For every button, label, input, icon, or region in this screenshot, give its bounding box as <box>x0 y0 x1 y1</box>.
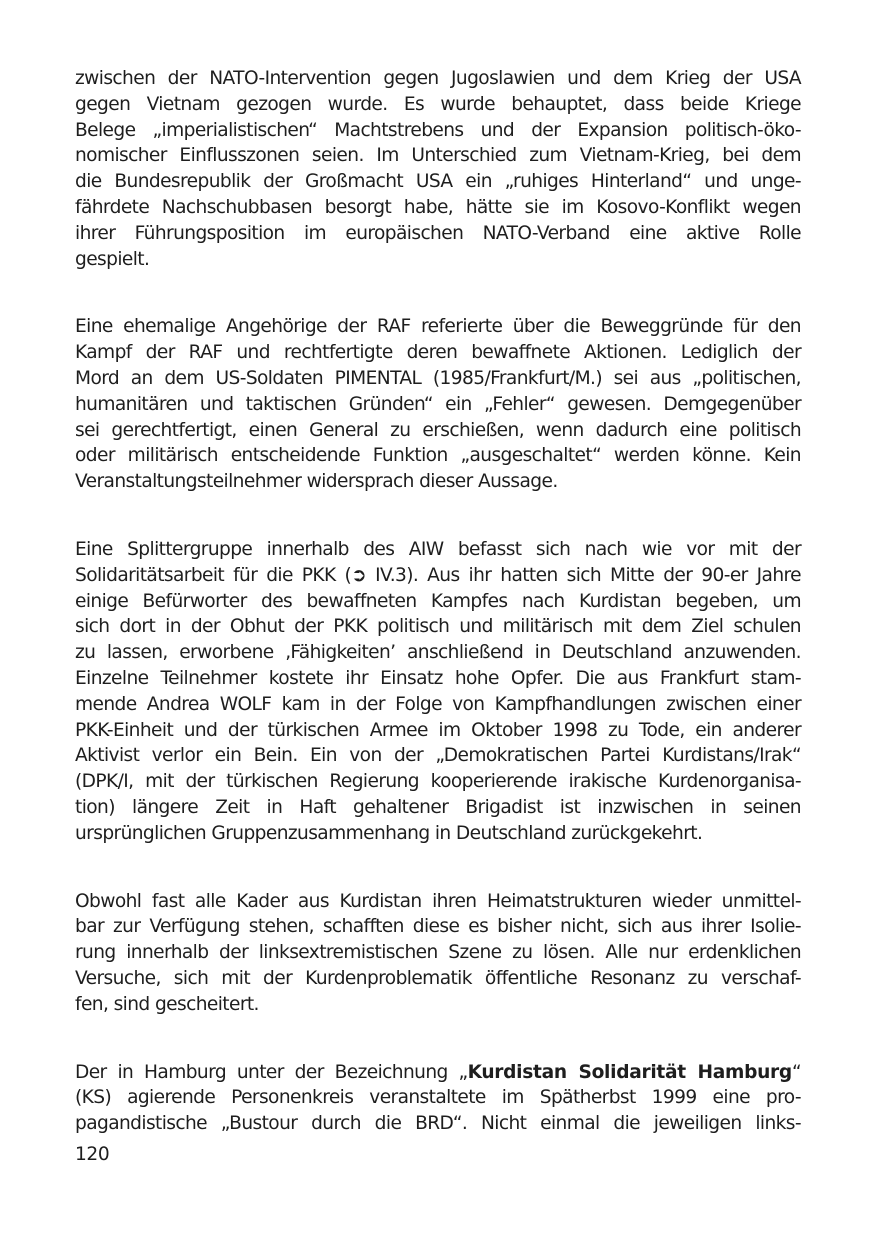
text-line <box>75 1060 801 1086</box>
text-line: ihrer Führungsposition im europäischen NATO-Verband eine aktive Rolle <box>75 222 801 244</box>
paragraph-4 <box>75 889 801 1018</box>
text-line: pagandistische „Bustour durch die BRD“. Nicht einmal die jeweiligen links- <box>75 1113 801 1135</box>
text-line: nomischer Einflusszonen seien. Im Unterschied zum Vietnam-Krieg, bei dem <box>75 145 801 167</box>
text-line: Eine Splittergruppe innerhalb des AIW befasst sich nach wie vor mit der <box>75 538 801 560</box>
text-line: Einzelne Teilnehmer kostete ihr Einsatz hohe Opfer. Die aus Frankfurt stam- <box>75 667 801 689</box>
text-line: Veranstaltungsteilnehmer widersprach dieser Aussage. <box>75 471 558 493</box>
text-line: Solidaritätsarbeit für die PKK (➲ IV.3). Aus ihr hatten sich Mitte der 90-er Jahre <box>75 564 801 586</box>
text-line: Eine ehemalige Angehörige der RAF referierte über die Beweggründe für den <box>75 316 801 338</box>
text-line: Kampf der RAF und rechtfertigte deren bewaffnete Aktionen. Lediglich der <box>75 342 801 364</box>
text-run: Der in Hamburg unter der Bezeichnung „ <box>75 1061 468 1083</box>
text-line: zu lassen, erworbene ‚Fähigkeiten’ anschließend in Deutschland anzuwenden. <box>75 642 801 664</box>
document-body <box>75 66 801 1137</box>
page-number: 120 <box>75 1144 110 1165</box>
text-line: fährdete Nachschubbasen besorgt habe, hätte sie im Kosovo-Konflikt wegen <box>75 196 801 218</box>
text-line: rung innerhalb der linksextremistischen Szene zu lösen. Alle nur erdenklichen <box>75 942 801 964</box>
text-line: oder militärisch entscheidende Funktion „ausgeschaltet“ werden könne. Kein <box>75 445 801 467</box>
text-run: “ <box>791 1061 801 1083</box>
text-line: PKK-Einheit und der türkischen Armee im Oktober 1998 zu Tode, ein anderer <box>75 719 801 741</box>
text-line: fen, sind gescheitert. <box>75 993 259 1015</box>
paragraph-2 <box>75 314 801 495</box>
text-line: (DPK/I, mit der türkischen Regierung kooperierende irakische Kurdenorganisa- <box>75 771 801 793</box>
text-line: Belege „imperialistischen“ Machtstrebens und der Expansion politisch-öko- <box>75 119 801 141</box>
paragraph-5 <box>75 1060 801 1137</box>
text-line: ursprünglichen Gruppenzusammenhang in Deutschland zurückgekehrt. <box>75 822 703 844</box>
text-line: Aktivist verlor ein Bein. Ein von der „Demokratischen Partei Kurdistans/Irak“ <box>75 745 801 767</box>
text-line: Mord an dem US-Soldaten PIMENTAL (1985/Frankfurt/M.) sei aus „politischen, <box>75 367 801 389</box>
text-line: gegen Vietnam gezogen wurde. Es wurde behauptet, dass beide Kriege <box>75 93 801 115</box>
text-line: (KS) agierende Personenkreis veranstaltete im Spätherbst 1999 eine pro- <box>75 1087 801 1109</box>
paragraph-3 <box>75 537 801 847</box>
text-line: sei gerechtfertigt, einen General zu erschießen, wenn dadurch eine politisch <box>75 419 801 441</box>
text-line: Versuche, sich mit der Kurdenproblematik öffentliche Resonanz zu verschaf- <box>75 967 801 989</box>
text-line: sich dort in der Obhut der PKK politisch und militärisch mit dem Ziel schulen <box>75 616 801 638</box>
text-line: humanitären und taktischen Gründen“ ein „Fehler“ gewesen. Demgegenüber <box>75 393 801 415</box>
paragraph-1 <box>75 66 801 272</box>
text-line: zwischen der NATO-Intervention gegen Jugoslawien und dem Krieg der USA <box>75 68 801 89</box>
text-line: die Bundesrepublik der Großmacht USA ein „ruhiges Hinterland“ und unge- <box>75 171 801 193</box>
text-line: mende Andrea WOLF kam in der Folge von Kampfhandlungen zwischen einer <box>75 693 801 715</box>
text-line: gespielt. <box>75 248 150 270</box>
text-line: tion) längere Zeit in Haft gehaltener Brigadist ist inzwischen in seinen <box>75 796 801 818</box>
text-line: bar zur Verfügung stehen, schafften diese es bisher nicht, sich aus ihrer Isolie- <box>75 916 801 938</box>
text-line: einige Befürworter des bewaffneten Kampfes nach Kurdistan begeben, um <box>75 590 801 612</box>
organization-name: Kurdistan Solidarität Hamburg <box>467 1061 792 1083</box>
text-line: Obwohl fast alle Kader aus Kurdistan ihren Heimatstrukturen wieder unmittel- <box>75 890 801 912</box>
